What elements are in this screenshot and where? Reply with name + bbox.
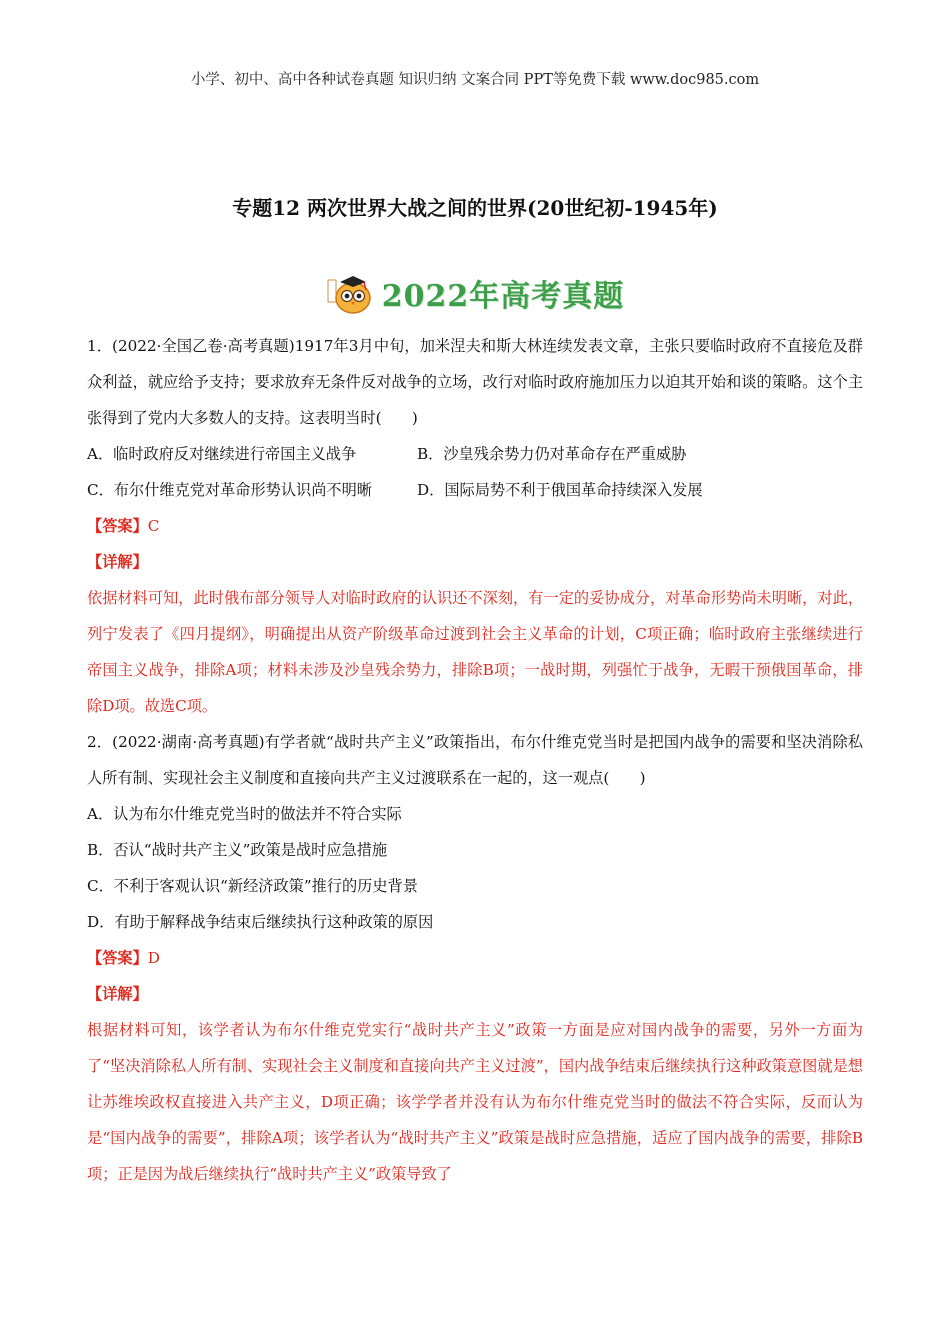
detail-text: 依据材料可知，此时俄布部分领导人对临时政府的认识还不深刻，有一定的妥协成分，对革命形势尚未明晰，对此，列宁发表了《四月提纲》，明确提出从资产阶级革命过渡到社会主义革命的计划，C项正确；临时政府主张继续进行帝国主义战争，排除A项；材料未涉及沙皇残余势力，排除B项；一战时期，列强忙于战争，无暇干预俄国革命，排除D项。故选C项。 bbox=[87, 589, 863, 715]
banner-title: 2022年高考真题 bbox=[381, 279, 625, 314]
option-a: A．认为布尔什维克党当时的做法并不符合实际 bbox=[87, 805, 402, 823]
page-header: 小学、初中、高中各种试卷真题 知识归纳 文案合同 PPT等免费下载 www.doc985.com bbox=[190, 72, 760, 88]
option-d: D．有助于解释战争结束后继续执行这种政策的原因 bbox=[87, 913, 434, 931]
option-c: C．布尔什维克党对革命形势认识尚不明晰 bbox=[87, 481, 372, 499]
option-row bbox=[87, 472, 863, 508]
question-stem: 1．(2022·全国乙卷·高考真题)1917年3月中旬，加米涅夫和斯大林连续发表文章，主张只要临时政府不直接危及群众利益，就应给予支持；要求放弃无条件反对战争的立场，改行对临时政府施加压力以迫其开始和谈的策略。这个主张得到了党内大多数人的支持。这表明当时( ) bbox=[87, 337, 863, 427]
answer-line bbox=[87, 940, 863, 976]
page-title: 专题12 两次世界大战之间的世界(20世纪初-1945年) bbox=[232, 196, 718, 220]
answer-line bbox=[87, 508, 863, 544]
section-banner bbox=[0, 270, 950, 316]
question-list bbox=[87, 328, 863, 1192]
option-row bbox=[87, 436, 863, 472]
option-d: D．国际局势不利于俄国革命持续深入发展 bbox=[417, 481, 703, 499]
answer-label: 【答案】 bbox=[87, 949, 148, 967]
option-a: A．临时政府反对继续进行帝国主义战争 bbox=[87, 445, 357, 463]
answer-value: D bbox=[147, 949, 160, 967]
detail-line bbox=[87, 976, 863, 1012]
answer-label: 【答案】 bbox=[87, 517, 148, 535]
question-stem: 2．(2022·湖南·高考真题)有学者就“战时共产主义”政策指出，布尔什维克党当时是把国内战争的需要和坚决消除私人所有制、实现社会主义制度和直接向共产主义过渡联系在一起的，这一观点( ) bbox=[87, 733, 863, 787]
detail-text: 根据材料可知，该学者认为布尔什维克党实行“战时共产主义”政策一方面是应对国内战争的需要，另外一方面为了“坚决消除私人所有制、实现社会主义制度和直接向共产主义过渡”，国内战争结束后继续执行这种政策意图就是想让苏维埃政权直接进入共产主义，D项正确；该学学者并没有认为布尔什维克党当时的做法不符合实际，反而认为是“国内战争的需要”，排除A项；该学者认为“战时共产主义”政策是战时应急措施，适应了国内战争的需要，排除B项；正是因为战后继续执行“战时共产主义”政策导致了 bbox=[87, 1021, 863, 1183]
detail-line bbox=[87, 544, 863, 580]
option-b: B．沙皇残余势力仍对革命存在严重威胁 bbox=[417, 445, 687, 463]
question-item bbox=[87, 328, 863, 724]
option-b: B．否认“战时共产主义”政策是战时应急措施 bbox=[87, 841, 388, 859]
detail-label: 【详解】 bbox=[87, 553, 148, 571]
answer-value: C bbox=[147, 517, 160, 535]
detail-label: 【详解】 bbox=[87, 985, 148, 1003]
owl-mascot-icon bbox=[326, 270, 376, 316]
option-c: C．不利于客观认识“新经济政策”推行的历史背景 bbox=[87, 877, 418, 895]
question-item bbox=[87, 724, 863, 1192]
